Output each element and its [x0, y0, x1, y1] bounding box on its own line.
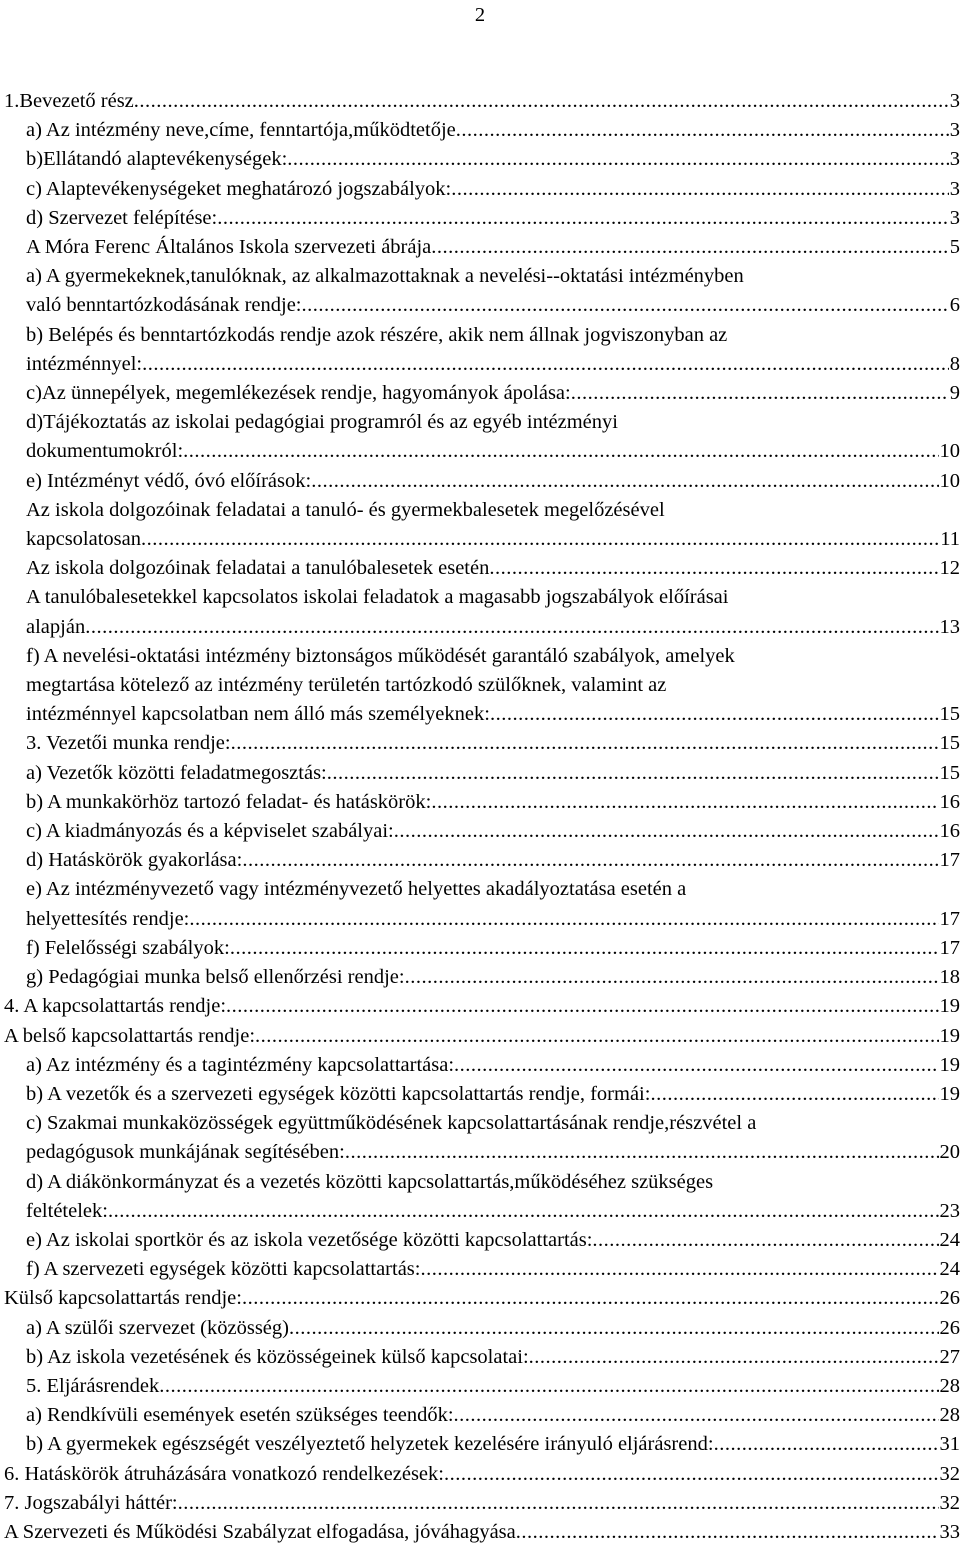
- toc-entry-title: intézménnyel kapcsolatban nem álló más személyeknek:: [26, 700, 490, 729]
- toc-entry[interactable]: [4, 759, 960, 788]
- toc-entry-page: 16: [939, 817, 960, 846]
- toc-entry[interactable]: [4, 379, 960, 408]
- toc-entry-page: 24: [939, 1255, 960, 1284]
- toc-entry-page: 9: [949, 379, 960, 408]
- toc-entry-last-line: [26, 963, 960, 992]
- dot-leader: [516, 1518, 939, 1547]
- dot-leader: [431, 788, 938, 817]
- toc-entry-title: e) Intézményt védő, óvó előírások:: [26, 467, 311, 496]
- dot-leader: [242, 1284, 939, 1313]
- toc-entry[interactable]: [4, 233, 960, 262]
- dot-leader: [650, 1080, 938, 1109]
- dot-leader: [226, 992, 938, 1021]
- toc-entry-title: a) Vezetők közötti feladatmegosztás:: [26, 759, 327, 788]
- toc-entry-title: b)Ellátandó alaptevékenységek:: [26, 145, 287, 174]
- toc-entry[interactable]: [4, 642, 960, 730]
- dot-leader: [108, 1197, 939, 1226]
- toc-entry-last-line: [4, 1460, 960, 1489]
- toc-entry-title-line: b) Belépés és benntartózkodás rendje azok részére, akik nem állnak jogviszonyban az: [26, 321, 960, 350]
- toc-entry-last-line: [26, 116, 960, 145]
- toc-entry[interactable]: [4, 467, 960, 496]
- dot-leader: [287, 145, 948, 174]
- toc-entry-title: f) Felelősségi szabályok:: [26, 934, 230, 963]
- toc-entry[interactable]: [4, 1255, 960, 1284]
- toc-entry-last-line: [4, 1518, 960, 1547]
- toc-entry[interactable]: [4, 262, 960, 320]
- dot-leader: [714, 1430, 939, 1459]
- dot-leader: [490, 700, 939, 729]
- toc-entry-page: 3: [949, 145, 960, 174]
- toc-entry-page: 5: [949, 233, 960, 262]
- toc-entry-title: A Szervezeti és Működési Szabályzat elfogadása, jóváhagyása: [4, 1518, 516, 1547]
- dot-leader: [451, 175, 949, 204]
- toc-entry-last-line: [26, 291, 960, 320]
- dot-leader: [289, 1314, 939, 1343]
- toc-entry-title: b) A vezetők és a szervezeti egységek közötti kapcsolattartás rendje, formái:: [26, 1080, 650, 1109]
- toc-entry[interactable]: [4, 1022, 960, 1051]
- toc-entry-page: 19: [939, 992, 960, 1021]
- dot-leader: [454, 1401, 939, 1430]
- toc-entry-last-line: [26, 817, 960, 846]
- toc-entry[interactable]: [4, 1460, 960, 1489]
- dot-leader: [230, 934, 939, 963]
- toc-entry[interactable]: [4, 583, 960, 641]
- toc-entry-last-line: [26, 233, 960, 262]
- dot-leader: [444, 1460, 939, 1489]
- toc-entry-last-line: [4, 992, 960, 1021]
- toc-entry-title: a) Rendkívüli események esetén szükséges teendők:: [26, 1401, 454, 1430]
- toc-entry[interactable]: [4, 1109, 960, 1167]
- toc-entry-page: 15: [939, 729, 960, 758]
- toc-entry-last-line: [26, 1314, 960, 1343]
- toc-entry-title: alapján: [26, 613, 85, 642]
- toc-entry-title: helyettesítés rendje:: [26, 905, 189, 934]
- toc-entry-page: 17: [939, 934, 960, 963]
- toc-entry-last-line: [26, 1138, 960, 1167]
- toc-entry[interactable]: [4, 1401, 960, 1430]
- toc-entry[interactable]: [4, 729, 960, 758]
- toc-entry[interactable]: [4, 554, 960, 583]
- toc-entry-last-line: [26, 1080, 960, 1109]
- toc-entry[interactable]: [4, 1372, 960, 1401]
- dot-leader: [394, 817, 939, 846]
- toc-entry-title: feltételek:: [26, 1197, 108, 1226]
- toc-entry[interactable]: [4, 1430, 960, 1459]
- toc-entry[interactable]: [4, 1051, 960, 1080]
- toc-entry-title: A belső kapcsolattartás rendje:: [4, 1022, 255, 1051]
- toc-entry[interactable]: [4, 1343, 960, 1372]
- dot-leader: [141, 525, 939, 554]
- toc-entry[interactable]: [4, 1168, 960, 1226]
- toc-entry-title-line: d) A diákönkormányzat és a vezetés közötti kapcsolattartás,működéséhez szükséges: [26, 1168, 960, 1197]
- table-of-contents: [4, 87, 960, 1547]
- toc-entry-page: 8: [949, 350, 960, 379]
- dot-leader: [217, 204, 949, 233]
- toc-entry[interactable]: [4, 145, 960, 174]
- toc-entry-title: b) A gyermekek egészségét veszélyeztető helyzetek kezelésére irányuló eljárásrend:: [26, 1430, 714, 1459]
- toc-entry-page: 15: [939, 700, 960, 729]
- toc-entry-page: 12: [939, 554, 960, 583]
- toc-entry-last-line: [26, 467, 960, 496]
- toc-entry-title-line: megtartása kötelező az intézmény területén tartózkodó szülőknek, valamint az: [26, 671, 960, 700]
- page-number: 2: [0, 3, 960, 27]
- toc-entry-last-line: [4, 1489, 960, 1518]
- toc-entry-page: 3: [949, 116, 960, 145]
- dot-leader: [255, 1022, 938, 1051]
- toc-entry-title: 3. Vezetői munka rendje:: [26, 729, 231, 758]
- toc-entry-page: 13: [939, 613, 960, 642]
- toc-entry-last-line: [26, 700, 960, 729]
- toc-entry-title-line: A tanulóbalesetekkel kapcsolatos iskolai feladatok a magasabb jogszabályok előírásai: [26, 583, 960, 612]
- toc-entry-page: 19: [939, 1051, 960, 1080]
- toc-entry-page: 10: [939, 437, 960, 466]
- dot-leader: [327, 759, 939, 788]
- dot-leader: [311, 467, 938, 496]
- toc-entry-last-line: [26, 759, 960, 788]
- toc-entry-page: 18: [939, 963, 960, 992]
- toc-entry-last-line: [26, 1255, 960, 1284]
- toc-entry-last-line: [26, 846, 960, 875]
- toc-entry-last-line: [26, 934, 960, 963]
- toc-entry-page: 19: [939, 1080, 960, 1109]
- toc-entry-title-line: f) A nevelési-oktatási intézmény biztonságos működését garantáló szabályok, amelyek: [26, 642, 960, 671]
- dot-leader: [134, 87, 949, 116]
- dot-leader: [189, 905, 938, 934]
- toc-entry-title: 7. Jogszabályi háttér:: [4, 1489, 178, 1518]
- toc-entry-last-line: [26, 1051, 960, 1080]
- toc-entry[interactable]: [4, 1489, 960, 1518]
- toc-entry-title: 6. Hatáskörök átruházására vonatkozó rendelkezések:: [4, 1460, 444, 1489]
- toc-entry[interactable]: [4, 87, 960, 116]
- toc-entry-page: 32: [939, 1460, 960, 1489]
- toc-entry-title: b) Az iskola vezetésének és közösségeinek külső kapcsolatai:: [26, 1343, 529, 1372]
- toc-entry-title: Az iskola dolgozóinak feladatai a tanulóbalesetek esetén: [26, 554, 489, 583]
- toc-entry-last-line: [26, 613, 960, 642]
- dot-leader: [420, 1255, 938, 1284]
- toc-entry-page: 10: [939, 467, 960, 496]
- toc-entry-title: pedagógusok munkájának segítésében:: [26, 1138, 345, 1167]
- dot-leader: [489, 554, 938, 583]
- toc-entry-last-line: [26, 905, 960, 934]
- toc-entry-page: 3: [949, 204, 960, 233]
- toc-entry[interactable]: [4, 934, 960, 963]
- toc-entry-title: a) Az intézmény és a tagintézmény kapcsolattartása:: [26, 1051, 454, 1080]
- dot-leader: [456, 116, 949, 145]
- toc-entry-page: 3: [949, 175, 960, 204]
- toc-entry-last-line: [26, 1343, 960, 1372]
- toc-entry-page: 16: [939, 788, 960, 817]
- toc-entry-title: a) A szülői szervezet (közösség): [26, 1314, 289, 1343]
- toc-entry-title: való benntartózkodásának rendje:: [26, 291, 302, 320]
- toc-entry-title-line: a) A gyermekeknek,tanulóknak, az alkalmazottaknak a nevelési--oktatási intézményben: [26, 262, 960, 291]
- toc-entry-title: 1.Bevezető rész: [4, 87, 134, 116]
- toc-entry[interactable]: [4, 875, 960, 933]
- dot-leader: [529, 1343, 939, 1372]
- toc-entry[interactable]: [4, 788, 960, 817]
- toc-entry-page: 3: [949, 87, 960, 116]
- dot-leader: [142, 350, 949, 379]
- toc-entry-last-line: [26, 204, 960, 233]
- dot-leader: [183, 437, 938, 466]
- dot-leader: [431, 233, 948, 262]
- toc-entry-page: 23: [939, 1197, 960, 1226]
- toc-entry-title-line: Az iskola dolgozóinak feladatai a tanuló- és gyermekbalesetek megelőzésével: [26, 496, 960, 525]
- dot-leader: [571, 379, 949, 408]
- toc-entry-page: 28: [939, 1401, 960, 1430]
- toc-entry[interactable]: [4, 1314, 960, 1343]
- toc-entry-last-line: [26, 1401, 960, 1430]
- toc-entry-title: 5. Eljárásrendek: [26, 1372, 159, 1401]
- toc-entry-title: dokumentumokról:: [26, 437, 183, 466]
- toc-entry-last-line: [4, 87, 960, 116]
- toc-entry-last-line: [26, 379, 960, 408]
- toc-entry-title-line: d)Tájékoztatás az iskolai pedagógiai programról és az egyéb intézményi: [26, 408, 960, 437]
- toc-entry-page: 17: [939, 905, 960, 934]
- dot-leader: [345, 1138, 939, 1167]
- toc-entry-page: 17: [939, 846, 960, 875]
- toc-entry[interactable]: [4, 408, 960, 466]
- dot-leader: [231, 729, 939, 758]
- toc-entry-title: Külső kapcsolattartás rendje:: [4, 1284, 242, 1313]
- toc-entry-title: d) Hatáskörök gyakorlása:: [26, 846, 242, 875]
- toc-entry[interactable]: [4, 992, 960, 1021]
- toc-entry-title: g) Pedagógiai munka belső ellenőrzési rendje:: [26, 963, 405, 992]
- dot-leader: [159, 1372, 938, 1401]
- toc-entry-title: intézménnyel:: [26, 350, 142, 379]
- toc-entry[interactable]: [4, 1080, 960, 1109]
- toc-entry-page: 19: [939, 1022, 960, 1051]
- dot-leader: [178, 1489, 939, 1518]
- toc-entry-page: 26: [939, 1314, 960, 1343]
- toc-entry[interactable]: [4, 846, 960, 875]
- toc-entry-last-line: [26, 788, 960, 817]
- toc-entry-last-line: [26, 1226, 960, 1255]
- dot-leader: [242, 846, 938, 875]
- toc-entry-last-line: [4, 1022, 960, 1051]
- toc-entry-page: 11: [939, 525, 960, 554]
- dot-leader: [592, 1226, 938, 1255]
- toc-entry-title: c) Alaptevékenységeket meghatározó jogszabályok:: [26, 175, 451, 204]
- dot-leader: [85, 613, 938, 642]
- toc-entry-page: 27: [939, 1343, 960, 1372]
- toc-entry-last-line: [26, 145, 960, 174]
- toc-entry-title: kapcsolatosan: [26, 525, 141, 554]
- dot-leader: [405, 963, 939, 992]
- toc-entry[interactable]: [4, 175, 960, 204]
- toc-entry[interactable]: [4, 204, 960, 233]
- toc-entry-page: 24: [939, 1226, 960, 1255]
- toc-entry-page: 28: [939, 1372, 960, 1401]
- toc-entry-last-line: [26, 1430, 960, 1459]
- toc-entry-last-line: [26, 175, 960, 204]
- toc-entry[interactable]: [4, 1226, 960, 1255]
- toc-entry-last-line: [26, 1372, 960, 1401]
- toc-entry-last-line: [26, 350, 960, 379]
- toc-entry[interactable]: [4, 116, 960, 145]
- toc-entry-title: c)Az ünnepélyek, megemlékezések rendje, hagyományok ápolása:: [26, 379, 571, 408]
- toc-entry-last-line: [26, 554, 960, 583]
- toc-entry-title: d) Szervezet felépítése:: [26, 204, 217, 233]
- toc-entry-last-line: [26, 729, 960, 758]
- toc-entry[interactable]: [4, 817, 960, 846]
- dot-leader: [454, 1051, 938, 1080]
- toc-entry-title-line: c) Szakmai munkaközösségek együttműködésének kapcsolattartásának rendje,részvétel a: [26, 1109, 960, 1138]
- toc-entry-title: a) Az intézmény neve,címe, fenntartója,működtetője: [26, 116, 456, 145]
- toc-entry-title: f) A szervezeti egységek közötti kapcsolattartás:: [26, 1255, 420, 1284]
- toc-entry[interactable]: [4, 963, 960, 992]
- toc-entry-page: 32: [939, 1489, 960, 1518]
- toc-entry-title-line: e) Az intézményvezető vagy intézményvezető helyettes akadályoztatása esetén a: [26, 875, 960, 904]
- toc-entry[interactable]: [4, 1518, 960, 1547]
- toc-entry[interactable]: [4, 1284, 960, 1313]
- toc-entry-page: 15: [939, 759, 960, 788]
- toc-entry-title: b) A munkakörhöz tartozó feladat- és hatáskörök:: [26, 788, 431, 817]
- toc-entry[interactable]: [4, 496, 960, 554]
- toc-entry-title: c) A kiadmányozás és a képviselet szabályai:: [26, 817, 394, 846]
- toc-entry-page: 26: [939, 1284, 960, 1313]
- toc-entry-title: e) Az iskolai sportkör és az iskola vezetősége közötti kapcsolattartás:: [26, 1226, 592, 1255]
- toc-entry[interactable]: [4, 321, 960, 379]
- dot-leader: [302, 291, 949, 320]
- toc-entry-last-line: [4, 1284, 960, 1313]
- toc-entry-page: 31: [939, 1430, 960, 1459]
- toc-entry-page: 6: [949, 291, 960, 320]
- toc-entry-page: 20: [939, 1138, 960, 1167]
- toc-entry-last-line: [26, 437, 960, 466]
- toc-entry-last-line: [26, 525, 960, 554]
- toc-entry-page: 33: [939, 1518, 960, 1547]
- toc-entry-last-line: [26, 1197, 960, 1226]
- toc-entry-title: 4. A kapcsolattartás rendje:: [4, 992, 226, 1021]
- toc-entry-title: A Móra Ferenc Általános Iskola szervezeti ábrája: [26, 233, 431, 262]
